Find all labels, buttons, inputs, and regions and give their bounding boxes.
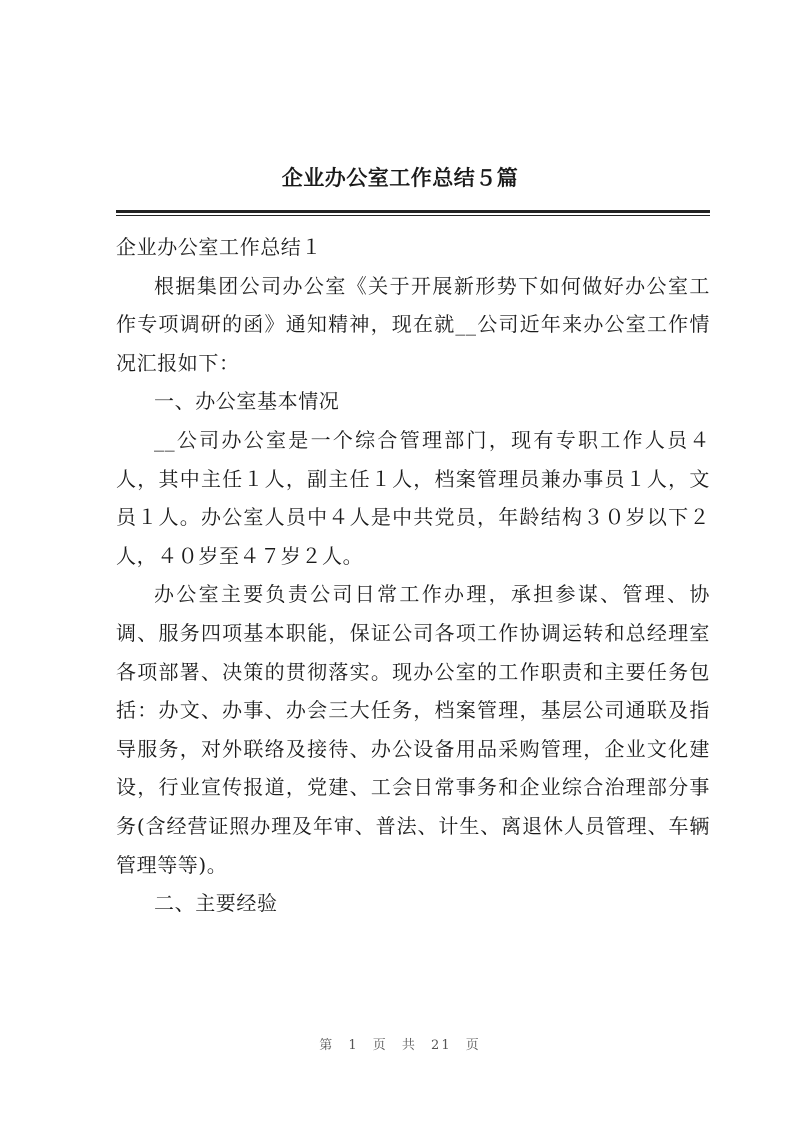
title-divider — [116, 210, 710, 213]
page-title: 企业办公室工作总结５篇 — [281, 165, 519, 190]
section-heading: 企业办公室工作总结１ — [116, 235, 322, 259]
paragraph-responsibilities: 办公室主要负责公司日常工作办理，承担参谋、管理、协调、服务四项基本职能，保证公司各项工作协调运转和总经理室各项部署、决策的贯彻落实。现办公室的工作职责和主要任务包括：办文、办事、办会三大任务，档案管理，基层公司通联及指导服务，对外联络及接待、办公设备用品采购管理，企业文化建设，行业宣传报道，党建、工会日常事务和企业综合治理部分事务(含经营证照办理及年审、普法、计生、离退休人员管理、车辆管理等等)。 — [116, 582, 710, 877]
title-divider-thin — [116, 215, 710, 216]
subheading-basic-situation: 一、办公室基本情况 — [154, 389, 340, 414]
paragraph-staffing: __公司办公室是一个综合管理部门，现有专职工作人员４人，其中主任１人，副主任１人，档案管理员兼办事员１人，文员１人。办公室人员中４人是中共党员，年龄结构３０岁以下２人，４０岁至４７岁２人。 — [116, 427, 710, 568]
page-footer: 第 1 页 共 21 页 — [319, 1038, 481, 1053]
paragraph-intro: 根据集团公司办公室《关于开展新形势下如何做好办公室工作专项调研的函》通知精神，现在就__公司近年来办公室工作情况汇报如下： — [116, 273, 710, 375]
document-body — [116, 228, 710, 923]
subheading-main-experience: 二、主要经验 — [154, 891, 278, 916]
